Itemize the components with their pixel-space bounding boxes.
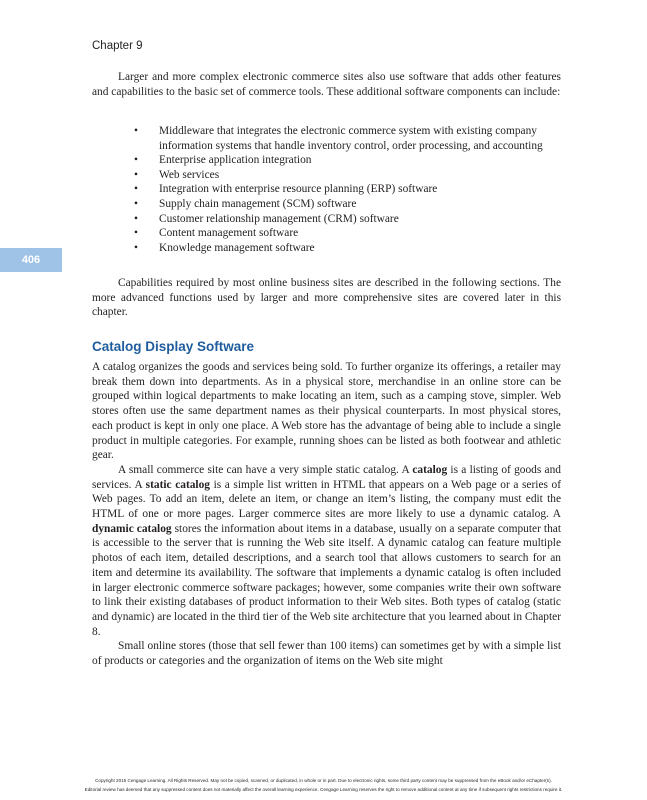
text-run: stores the information about items in a database, usually on a separate computer that is accessible to the server that is running the Web site itself. A dynamic catalog can feature multiple photos of each item, detailed descriptions, and a search tool that allows customers to search for an item and determine its availability. The software that implements a dynamic catalog is often included in larger electronic commerce software packages; however, some companies write their own software to link their existing databases of product information to their Web sites. Both types of catalog (static and dynamic) are located in the third tier of the Web site architecture that you learned about in Chapter 8.: [92, 522, 561, 638]
list-item: [134, 168, 554, 183]
term-catalog: catalog: [412, 463, 448, 476]
list-item: [134, 241, 554, 256]
page-number-tab: [0, 248, 62, 272]
running-header-chapter: Chapter 9: [92, 40, 143, 52]
list-item: [134, 124, 554, 153]
list-item: [134, 226, 554, 241]
bullet-dot: •: [134, 197, 138, 210]
list-item-text: Content management software: [159, 227, 299, 240]
copyright-line: Copyright 2015 Cengage Learning. All Rights Reserved. May not be copied, scanned, or duplicated, in whole or in part. Due to electronic rights, some third party content may be suppressed from the eBook and/or eChapter(s).: [95, 778, 552, 783]
bullet-dot: •: [134, 212, 138, 225]
software-components-list: [134, 124, 554, 255]
intro-paragraph: Larger and more complex electronic commerce sites also use software that adds other features and capabilities to the basic set of commerce tools. These additional software components can include:: [92, 71, 561, 98]
list-item: [134, 197, 554, 212]
bullet-dot: •: [134, 154, 138, 167]
list-item-text: Web services: [159, 168, 220, 181]
section-heading: Catalog Display Software: [92, 339, 255, 354]
intro-block: [92, 70, 561, 99]
list-item: [134, 182, 554, 197]
list-item-text: Supply chain management (SCM) software: [159, 197, 357, 210]
capabilities-block: [92, 276, 561, 320]
list-item: [134, 153, 554, 168]
bullet-dot: •: [134, 125, 138, 137]
editorial-notice-line: Editorial review has deemed that any suppressed content does not materially affect the overall learning experience. Cengage Learning reserves the right to remove additional content at any time if subsequent rights restrictions require it.: [84, 787, 563, 792]
page-number: 406: [21, 254, 41, 266]
catalog-section-body: [92, 360, 561, 669]
catalog-paragraph-2: [92, 463, 561, 639]
catalog-paragraph-1: A catalog organizes the goods and services being sold. To further organize its offerings, a retailer may break them down into departments. As in a physical store, merchandise in an online store can be grouped within logical departments to make locating an item, such as a camping stove, simpler. Web stores often use the same department names as their physical counterparts. In most physical stores, each product is kept in only one place. A Web store has the advantage of being able to include a single product in multiple categories. For example, running shoes can be listed as both footwear and athletic gear.: [92, 361, 561, 462]
bullet-dot: •: [134, 227, 138, 240]
list-item-text: Middleware that integrates the electronic commerce system with existing company information systems that handle inventory control, order processing, and accounting: [159, 125, 543, 152]
bullet-dot: •: [134, 183, 138, 196]
term-dynamic-catalog: dynamic catalog: [92, 522, 172, 535]
list-item-text: Integration with enterprise resource planning (ERP) software: [159, 183, 438, 196]
capabilities-paragraph: Capabilities required by most online business sites are described in the following sections. The more advanced functions used by larger and more comprehensive sites are covered later in this chapter.: [92, 277, 561, 319]
list-item-text: Enterprise application integration: [159, 154, 312, 167]
list-item: [134, 212, 554, 227]
text-run: is a listing of goods and services. A: [92, 463, 561, 491]
text-run: is a simple list written in HTML that appears on a Web page or a series of Web pages. To add an item, delete an item, or change an item’s listing, the company must edit the HTML of one or more pages. Larger commerce sites are more likely to use a dynamic catalog. A: [92, 478, 562, 521]
bullet-dot: •: [134, 241, 138, 254]
term-static-catalog: static catalog: [145, 478, 210, 491]
catalog-paragraph-3: Small online stores (those that sell fewer than 100 items) can sometimes get by with a simple list of products or categories and the organization of items on the Web site might: [92, 640, 561, 668]
text-run: A small commerce site can have a very simple static catalog. A: [118, 463, 413, 476]
list-item-text: Customer relationship management (CRM) software: [159, 212, 399, 225]
bullet-dot: •: [134, 168, 138, 181]
list-item-text: Knowledge management software: [159, 241, 315, 254]
